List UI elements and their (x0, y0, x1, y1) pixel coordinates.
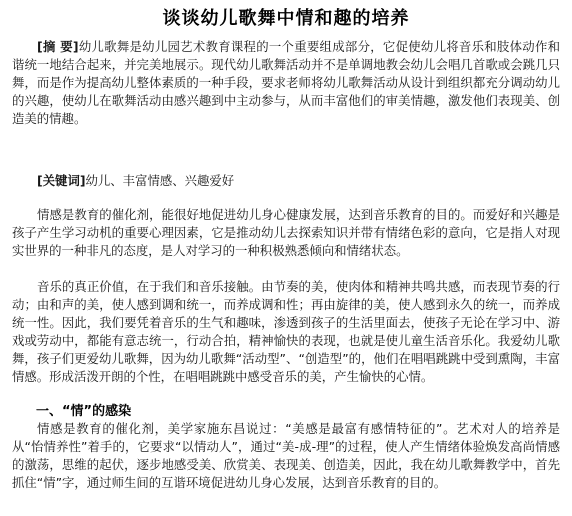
keywords-paragraph (12, 172, 560, 190)
keywords-text: 幼儿、丰富情感、兴趣爱好 (85, 173, 235, 188)
section-heading-1: 一、“情”的感染 (36, 404, 132, 419)
document-title: 谈谈幼儿歌舞中情和趣的培养 (162, 8, 410, 29)
section-1-paragraph: 情感是教育的催化剂，美学家施东昌说过：“美感是最富有感情特征的”。艺术对人的培养是从“怡情养性”着手的，它要求“以情动人”，通过“美-成-理”的过程，使人产生情绪体验焕发高尚情感的激荡，思维的起伏，逐步地感受美、欣赏美、表现美、创造美，因此，我在幼儿歌舞教学中，首先抓住“情”字，通过师生间的互谐环境促进幼儿身心发展，达到音乐教育的目的。 (12, 421, 560, 490)
abstract-paragraph (12, 38, 560, 128)
body-paragraph-1: 情感是教育的催化剂，能很好地促进幼儿身心健康发展，达到音乐教育的目的。而爱好和兴趣是孩子产生学习动机的重要心理因素，它是推动幼儿去探索知识并带有情绪色彩的意向，它是指人对现实世界的一种非凡的态度，是人对学习的一种积极熟悉倾向和情绪状态。 (12, 207, 560, 258)
body-paragraph-2: 音乐的真正价值，在于我们和音乐接触。由节奏的美，使肉体和精神共鸣共感，而表现节奏的行动；由和声的美，使人感到调和统一，而养成调和性；再由旋律的美，使人感到永久的统一，而养成统一性。因此，我们要凭着音乐的生气和趣味，渗透到孩子的生活里面去，使孩子无论在学习中、游戏或劳动中，都能有意志统一，行动合拍，精神愉快的表现，也就是使儿童生活音乐化。我爱幼儿歌舞，孩子们更爱幼儿歌舞，因为幼儿歌舞“活动型”、“创造型”的，他们在唱唱跳跳中受到熏陶，丰富情感。形成活泼开朗的个性，在唱唱跳跳中感受音乐的美，产生愉快的心情。 (12, 279, 560, 384)
abstract-text: 幼儿歌舞是幼儿园艺术教育课程的一个重要组成部分，它促使幼儿将音乐和肢体动作和谐统一地结合起来，并完美地展示。现代幼儿歌舞活动并不是单调地教会幼儿会唱几首歌或会跳几只舞，而是作为提高幼儿整体素质的一种手段，要求老师将幼儿歌舞活动从设计到组织都充分调动幼儿的兴趣，使幼儿在歌舞活动由感兴趣到中主动参与，从而丰富他们的审美情趣，激发他们表现美、创造美的情趣。 (12, 39, 561, 126)
keywords-label: [关键词] (37, 173, 86, 188)
abstract-label: [摘 要] (37, 39, 79, 54)
